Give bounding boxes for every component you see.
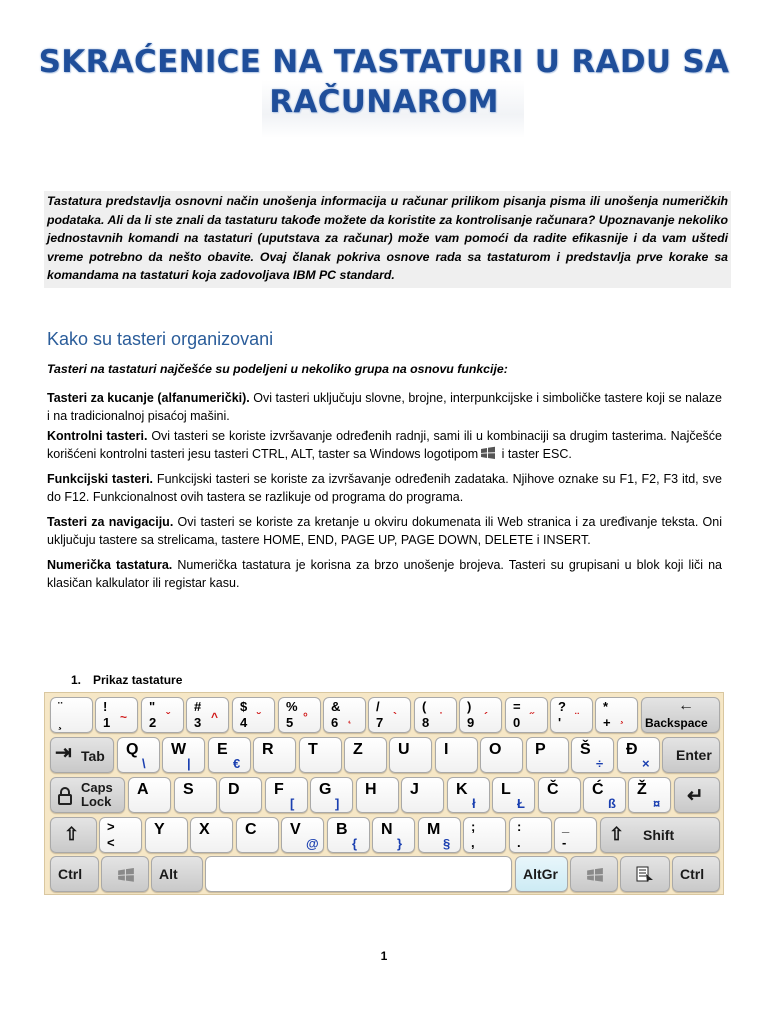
key-4	[232, 697, 275, 733]
key-altgr-symbol: ß	[608, 796, 616, 811]
paragraph-text: Numerička tastatura je korisna za brzo unošenje brojeva. Tasteri su grupisani u blok koji liči na klasičan kalkulator ili registar kasu.	[47, 558, 722, 590]
key-lower-symbol: -	[562, 835, 567, 850]
key-backspace	[641, 697, 720, 733]
key-altgr-symbol: ´	[484, 710, 488, 724]
key-z	[344, 737, 387, 773]
key-č	[538, 777, 581, 813]
key-altgr-symbol: ˙	[439, 710, 443, 724]
paragraph-title: Tasteri za navigaciju.	[47, 515, 174, 529]
key-k	[447, 777, 490, 813]
key-altgr-symbol: Ł	[517, 796, 525, 811]
key-l	[492, 777, 535, 813]
key-y	[145, 817, 188, 853]
title-line-1: SKRAĆENICE NA TASTATURI U RADU SA	[38, 44, 730, 80]
windows-logo-icon	[117, 867, 135, 888]
key-label: Backspace	[645, 716, 708, 730]
key-p	[526, 737, 569, 773]
key-letter: K	[456, 781, 468, 798]
key	[570, 856, 618, 892]
key-lower-symbol: .	[517, 835, 521, 850]
key-lower-symbol: 5	[286, 715, 294, 730]
key-letter: U	[398, 741, 410, 758]
paragraph-numeric-keypad	[47, 557, 722, 592]
key-w	[162, 737, 205, 773]
key-upper-symbol: #	[194, 699, 202, 714]
key-label: Lock	[81, 794, 112, 809]
key-altgr-symbol: ¤	[653, 796, 661, 811]
key-đ	[617, 737, 660, 773]
key-label: Caps	[81, 780, 113, 795]
lock-icon	[57, 787, 73, 810]
key-altgr-symbol: ^	[211, 710, 219, 724]
key-letter: V	[290, 821, 301, 838]
paragraph-title: Funkcijski tasteri.	[47, 472, 154, 486]
paragraph-typing-keys	[47, 390, 722, 425]
key-altgr-symbol: ˇ	[166, 710, 170, 724]
key-altgr-symbol: °	[303, 710, 308, 724]
key-letter: F	[274, 781, 284, 798]
paragraph-title: Kontrolni tasteri.	[47, 429, 148, 443]
key-n	[372, 817, 415, 853]
key-altgr-symbol: |	[187, 756, 191, 771]
key	[101, 856, 149, 892]
key-lower-symbol: 1	[103, 715, 111, 730]
key-altgr-symbol: [	[290, 796, 295, 811]
key-1	[95, 697, 138, 733]
key-altgr-symbol: ÷	[596, 756, 604, 771]
shift-arrow-icon: ⇧	[64, 824, 80, 844]
key-alt	[151, 856, 203, 892]
key-letter: H	[365, 781, 377, 798]
key-letter: O	[489, 741, 502, 758]
key-upper-symbol: $	[240, 699, 248, 714]
key-letter: Ž	[637, 781, 647, 798]
key-f	[265, 777, 308, 813]
key-lower-symbol: ¸	[58, 715, 63, 730]
key-upper-symbol: *	[603, 699, 609, 714]
key-upper-symbol: ?	[558, 699, 566, 714]
key-8	[414, 697, 457, 733]
key-altgr-symbol: }	[397, 836, 403, 851]
paragraph-title: Numerička tastatura.	[47, 558, 173, 572]
key-letter: N	[381, 821, 393, 838]
key-b	[327, 817, 370, 853]
key-altgr-symbol: ˛	[348, 710, 352, 724]
list-item	[71, 673, 182, 687]
key-letter: A	[137, 781, 149, 798]
key-label: Ctrl	[58, 866, 83, 882]
shift-arrow-icon: ⇧	[609, 824, 625, 844]
key-altgr-symbol: §	[443, 836, 451, 851]
key-7	[368, 697, 411, 733]
key-s	[174, 777, 217, 813]
key-o	[480, 737, 523, 773]
key-letter: S	[183, 781, 194, 798]
key-altgr-symbol: `	[393, 710, 397, 724]
key-label: Shift	[643, 827, 675, 843]
key-letter: D	[228, 781, 240, 798]
paragraph-control-keys	[47, 428, 722, 463]
key-d	[219, 777, 262, 813]
key-altgr-symbol: ¸	[620, 710, 624, 724]
key-label: Ctrl	[680, 866, 705, 882]
page-title	[0, 42, 768, 122]
paragraph-text: Ovi tasteri se koriste za kretanje u okviru dokumenata ili Web stranica i za uređivanje teksta. Oni uključuju tastere sa strelicama, tastere HOME, END, PAGE UP, PAGE DOWN, DELETE i INSERT.	[47, 515, 722, 547]
key-'	[550, 697, 593, 733]
key-lower-symbol: <	[107, 835, 115, 850]
key-letter: B	[336, 821, 348, 838]
key-lower-symbol: 4	[240, 715, 248, 730]
key-letter: Y	[154, 821, 165, 838]
windows-logo-icon	[586, 867, 604, 888]
key-upper-symbol: ¨	[58, 699, 63, 714]
key-q	[117, 737, 160, 773]
key-e	[208, 737, 251, 773]
key-upper-symbol: >	[107, 819, 115, 834]
key-9	[459, 697, 502, 733]
key-letter: T	[308, 741, 318, 758]
key-x	[190, 817, 233, 853]
page-number: 1	[380, 949, 388, 963]
key-upper-symbol: (	[422, 699, 427, 714]
key-letter: Q	[126, 741, 139, 758]
key-altgr-symbol: @	[306, 836, 319, 851]
key-ć	[583, 777, 626, 813]
key-altgr-symbol: {	[352, 836, 358, 851]
key-lower-symbol: '	[558, 715, 562, 730]
key-r	[253, 737, 296, 773]
key-lower-symbol: 7	[376, 715, 384, 730]
paragraph-navigation-keys	[47, 514, 722, 549]
key-lower-symbol: 6	[331, 715, 339, 730]
key-letter: Đ	[626, 741, 638, 758]
key-h	[356, 777, 399, 813]
key-altgr-symbol: ˝	[530, 710, 534, 724]
key-lower-symbol: ,	[471, 835, 475, 850]
key-lower-symbol: +	[603, 715, 611, 730]
key-altgr-symbol: \	[142, 756, 146, 771]
key--	[554, 817, 597, 853]
key-2	[141, 697, 184, 733]
key-upper-symbol: ;	[471, 819, 476, 834]
key-shift	[600, 817, 720, 853]
key-0	[505, 697, 548, 733]
key-ctrl	[50, 856, 99, 892]
key-upper-symbol: &	[331, 699, 341, 714]
key-caps-lock	[50, 777, 125, 813]
key-ž	[628, 777, 671, 813]
keyboard-image	[44, 692, 724, 895]
key-letter: L	[501, 781, 511, 798]
key	[620, 856, 670, 892]
key-space	[205, 856, 512, 892]
key-g	[310, 777, 353, 813]
key-5	[278, 697, 321, 733]
key-enter	[662, 737, 720, 773]
key-a	[128, 777, 171, 813]
key-label: AltGr	[523, 866, 558, 882]
key	[674, 777, 720, 813]
key-š	[571, 737, 614, 773]
key-<	[99, 817, 142, 853]
key-i	[435, 737, 478, 773]
key-upper-symbol: :	[517, 819, 522, 834]
key-letter: M	[427, 821, 441, 838]
key-altgr	[515, 856, 568, 892]
key	[50, 817, 97, 853]
key-t	[299, 737, 342, 773]
tab-arrow-icon: ⇥	[55, 742, 72, 764]
key-letter: W	[171, 741, 187, 758]
key-+	[595, 697, 638, 733]
key-letter: G	[319, 781, 332, 798]
key-letter: X	[199, 821, 210, 838]
key-,	[463, 817, 506, 853]
lead-text: Tasteri na tastaturi najčešće su podeljeni u nekoliko grupa na osnovu funkcije:	[47, 362, 508, 376]
key-upper-symbol: "	[149, 699, 156, 714]
title-line-2: RAČUNAROM	[269, 84, 499, 120]
key-upper-symbol: %	[286, 699, 298, 714]
backspace-arrow-icon: ←	[678, 697, 694, 714]
key-altgr-symbol: ¨	[575, 710, 579, 724]
key-j	[401, 777, 444, 813]
key-m	[418, 817, 461, 853]
key-v	[281, 817, 324, 853]
key-upper-symbol: _	[562, 819, 570, 834]
key-6	[323, 697, 366, 733]
windows-logo-icon	[480, 446, 496, 460]
key-label: Alt	[159, 866, 178, 882]
key-tab	[50, 737, 114, 773]
section-heading: Kako su tasteri organizovani	[47, 329, 274, 349]
key-upper-symbol: /	[376, 699, 380, 714]
list-number: 1.	[71, 673, 82, 687]
key-lower-symbol: 2	[149, 715, 157, 730]
key-label: Enter	[676, 747, 712, 763]
key-¸	[50, 697, 93, 733]
key-c	[236, 817, 279, 853]
paragraph-text: Ovi tasteri uključuju slovne, brojne, interpunkcijske i simboličke tastere koji se nalaze i na tradicionalnoj pisaćoj mašini.	[47, 391, 722, 423]
key-altgr-symbol: ł	[472, 796, 476, 811]
intro-paragraph: Tastatura predstavlja osnovni način unošenja informacija u računar prilikom pisanja pisma ili unošenja numeričkih podataka. Ali da li ste znali da tastaturu takođe možete da koristite za kontrolisanje računara? Upoznavanje nekoliko jednostavnih komandi na tastaturi (uputstava za računar) može vam pomoći da radite efikasnije i da vam uštedi vreme potrebno da nešto obavite. Ovaj članak pokriva osnove rada sa tastaturom i predstavlja prve korake sa komandama na tastaturi koja zadovoljava IBM PC standard.	[44, 191, 731, 288]
key-letter: Š	[580, 741, 591, 758]
key-letter: Ć	[592, 781, 604, 798]
paragraph-function-keys	[47, 471, 722, 506]
enter-arrow-icon: ↵	[687, 785, 704, 807]
list-label: Prikaz tastature	[93, 673, 183, 687]
key-upper-symbol: )	[467, 699, 472, 714]
key-ctrl	[672, 856, 720, 892]
key-altgr-symbol: €	[233, 756, 241, 771]
key-letter: Č	[547, 781, 559, 798]
key-letter: C	[245, 821, 257, 838]
key-upper-symbol: !	[103, 699, 108, 714]
key-altgr-symbol: ]	[335, 796, 340, 811]
key-lower-symbol: 8	[422, 715, 430, 730]
key-upper-symbol: =	[513, 699, 521, 714]
paragraph-title: Tasteri za kucanje (alfanumerički).	[47, 391, 250, 405]
key-altgr-symbol: ˘	[257, 710, 261, 724]
key-altgr-symbol: ×	[642, 756, 650, 771]
paragraph-text: Funkcijski tasteri se koriste za izvršavanje određenih zadataka. Njihove oznake su F1, F2, F3 itd, sve do F12. Funkcionalnost ovih tastera se razlikuje od programa do programa.	[47, 472, 722, 504]
key-lower-symbol: 9	[467, 715, 475, 730]
paragraph-text-end: i taster ESC.	[498, 446, 572, 461]
paragraph-text: Ovi tasteri se koriste izvršavanje određenih radnji, sami ili u kombinaciji sa drugim tasterima. Najčešće korišćeni kontrolni tasteri jesu tasteri CTRL, ALT, taster sa Windows logotipom	[47, 429, 722, 461]
key-3	[186, 697, 229, 733]
key-lower-symbol: 3	[194, 715, 202, 730]
key-letter: I	[444, 741, 449, 758]
key-lower-symbol: 0	[513, 715, 521, 730]
key-altgr-symbol: ~	[120, 710, 128, 724]
key-letter: R	[262, 741, 274, 758]
key-u	[389, 737, 432, 773]
key-letter: E	[217, 741, 228, 758]
key-letter: Z	[353, 741, 363, 758]
menu-key-icon	[636, 866, 654, 887]
key-label: Tab	[81, 748, 105, 764]
key-.	[509, 817, 552, 853]
key-letter: J	[410, 781, 419, 798]
key-letter: P	[535, 741, 546, 758]
